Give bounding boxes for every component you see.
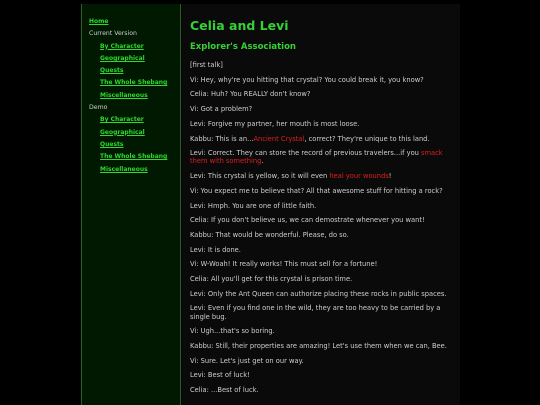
dialogue-line [190,172,452,180]
dialogue-text: Kabbu: That would be wonderful. Please, do so. [190,230,349,239]
nav-current-by-character[interactable]: By Character [100,42,144,50]
nav-current-whole-shebang[interactable]: The Whole Shebang [100,79,168,87]
dialogue-line [190,120,452,128]
dialogue-text: Celia: If you don't believe us, we can demostrate whenever you want! [190,216,425,225]
dialogue-line [190,260,452,268]
dialogue-line [190,61,452,69]
highlighted-term: smack them with something [190,149,443,166]
nav-heading-current-version: Current Version [89,30,137,38]
highlighted-term: Ancient Crystal [253,134,305,143]
dialogue-line [190,202,452,210]
dialogue-text: Levi: It is done. [190,245,241,254]
dialogue-line [190,371,452,379]
dialogue-text: Vi: Hey, why're you hitting that crystal? You could break it, you know? [190,75,424,84]
nav-home-link[interactable]: Home [89,18,109,25]
dialogue-text: Kabbu: This is an... [190,134,254,143]
dialogue-line [190,231,452,239]
dialogue-text: ! [388,172,392,181]
dialogue-text: Celia: Huh? You REALLY don't know? [190,90,311,99]
nav-heading-demo: Demo [89,104,108,112]
nav-current-geographical[interactable]: Geographical [100,54,145,62]
dialogue-text: Vi: You expect me to believe that? All that awesome stuff for hitting a rock? [190,186,443,195]
nav-demo-miscellaneous[interactable]: Miscellaneous [100,165,148,173]
nav-current-quests[interactable]: Quests [100,67,124,75]
nav-current-miscellaneous[interactable]: Miscellaneous [100,91,148,99]
dialogue-line [190,187,452,195]
dialogue-line [190,290,452,298]
dialogue-line [190,275,452,283]
dialogue-list [190,61,460,394]
dialogue-text: Levi: Hmph. You are one of little faith. [190,201,317,210]
dialogue-text: Levi: This crystal is yellow, so it will even [190,172,330,181]
main-content [182,4,460,405]
nav-demo-geographical[interactable]: Geographical [100,128,145,136]
dialogue-text: Levi: Forgive my partner, her mouth is most loose. [190,119,360,128]
dialogue-line [190,90,452,98]
dialogue-text: Celia: ...Best of luck. [190,386,259,395]
dialogue-line [190,135,452,143]
nav-section-current [82,28,180,102]
dialogue-line [190,342,452,350]
dialogue-line [190,76,452,84]
dialogue-text: Levi: Best of luck! [190,371,250,380]
nav-demo-quests[interactable]: Quests [100,140,124,148]
nav-demo-by-character[interactable]: By Character [100,116,144,124]
highlighted-term: heal your wounds [329,172,389,181]
dialogue-text: . [261,157,264,166]
nav-demo-whole-shebang[interactable]: The Whole Shebang [100,153,168,161]
dialogue-text: Vi: W-Woah! It really works! This must sell for a fortune! [190,260,378,269]
dialogue-text: Vi: Got a problem? [190,105,253,114]
dialogue-line [190,304,452,320]
dialogue-text: Levi: Only the Ant Queen can authorize placing these rocks in public spaces. [190,289,447,298]
dialogue-text: , correct? They're unique to this land. [304,134,430,143]
dialogue-line [190,149,452,165]
page-title: Celia and Levi [190,18,289,33]
dialogue-line [190,386,452,394]
dialogue-text: Celia: All you'll get for this crystal is prison time. [190,275,353,284]
dialogue-line [190,327,452,335]
nav-section-demo [82,102,180,176]
dialogue-text: Levi: Even if you find one in the wild, they are too heavy to be carried by a single bug. [190,304,441,321]
page-subtitle: Explorer's Association [190,42,296,52]
dialogue-text: Levi: Correct. They can store the record of previous travelers...if you [190,149,422,158]
dialogue-line [190,357,452,365]
dialogue-text: Vi: Ugh...that's so boring. [190,327,275,336]
dialogue-text: Vi: Sure. Let's just get on our way. [190,356,304,365]
sidebar-nav [81,4,181,405]
dialogue-line [190,216,452,224]
dialogue-text: [first talk] [190,61,223,69]
dialogue-text: Kabbu: Still, their properties are amazing! Let's use them when we can, Bee. [190,342,447,351]
dialogue-line [190,105,452,113]
dialogue-line [190,246,452,254]
